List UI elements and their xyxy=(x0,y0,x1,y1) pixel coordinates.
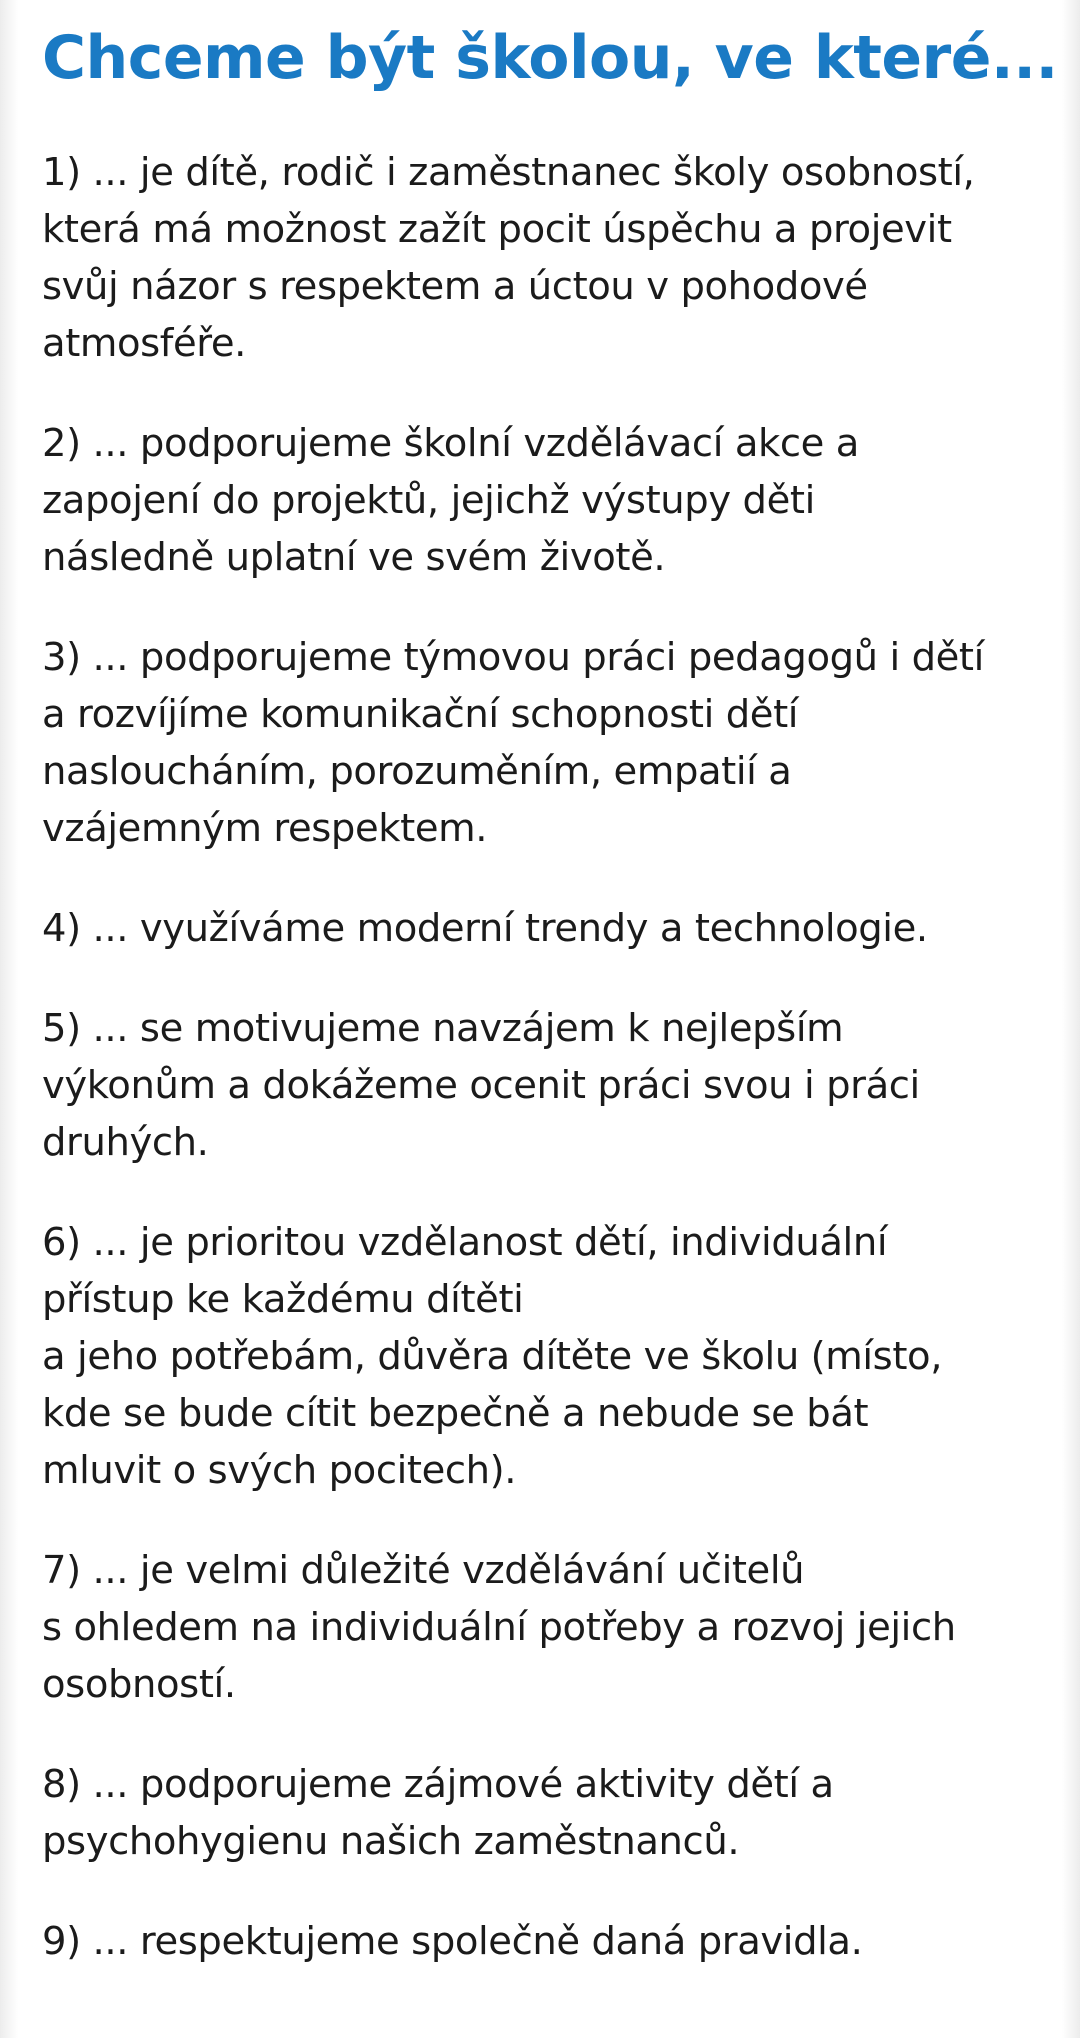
list-item-6 xyxy=(42,1214,1062,1499)
text-line: přístup ke každému dítěti xyxy=(42,1277,524,1322)
article-content xyxy=(42,20,1062,2013)
text-line: 1) ... je dítě, rodič i zaměstnanec školy osobností, xyxy=(42,150,975,195)
text-line: svůj názor s respektem a úctou v pohodové xyxy=(42,264,868,309)
list-item-9 xyxy=(42,1913,1062,1970)
text-line: následně uplatní ve svém životě. xyxy=(42,535,666,580)
text-line: atmosféře. xyxy=(42,321,246,366)
text-line: mluvit o svých pocitech). xyxy=(42,1448,517,1493)
list-item-4 xyxy=(42,900,1062,957)
list-item-3 xyxy=(42,629,1062,857)
text-line: s ohledem na individuální potřeby a rozvoj jejich xyxy=(42,1605,956,1650)
text-line: 5) ... se motivujeme navzájem k nejlepším xyxy=(42,1006,844,1051)
text-line: 3) ... podporujeme týmovou práci pedagogů i dětí xyxy=(42,635,984,680)
text-line: psychohygienu našich zaměstnanců. xyxy=(42,1819,740,1864)
text-line: 7) ... je velmi důležité vzdělávání učitelů xyxy=(42,1548,805,1593)
list-item-7 xyxy=(42,1542,1062,1713)
text-line: výkonům a dokážeme ocenit práci svou i práci xyxy=(42,1063,920,1108)
list-item-5 xyxy=(42,1000,1062,1171)
page-title: Chceme být školou, ve které... xyxy=(42,23,1058,93)
list-item-2 xyxy=(42,415,1062,586)
text-line: osobností. xyxy=(42,1662,236,1707)
text-line: kde se bude cítit bezpečně a nebude se bát xyxy=(42,1391,869,1436)
list-item-8 xyxy=(42,1756,1062,1870)
text-line: která má možnost zažít pocit úspěchu a projevit xyxy=(42,207,952,252)
text-line: zapojení do projektů, jejichž výstupy děti xyxy=(42,478,815,523)
text-line: a jeho potřebám, důvěra dítěte ve školu (místo, xyxy=(42,1334,943,1379)
text-line: vzájemným respektem. xyxy=(42,806,488,851)
text-line: a rozvíjíme komunikační schopnosti dětí xyxy=(42,692,799,737)
text-line: nasloucháním, porozuměním, empatií a xyxy=(42,749,792,794)
text-line: 4) ... využíváme moderní trendy a technologie. xyxy=(42,906,928,951)
text-line: 9) ... respektujeme společně daná pravidla. xyxy=(42,1919,863,1964)
text-line: druhých. xyxy=(42,1120,209,1165)
list-item-1 xyxy=(42,144,1062,372)
text-line: 8) ... podporujeme zájmové aktivity dětí a xyxy=(42,1762,834,1807)
text-line: 2) ... podporujeme školní vzdělávací akce a xyxy=(42,421,859,466)
text-line: 6) ... je prioritou vzdělanost dětí, individuální xyxy=(42,1220,888,1265)
